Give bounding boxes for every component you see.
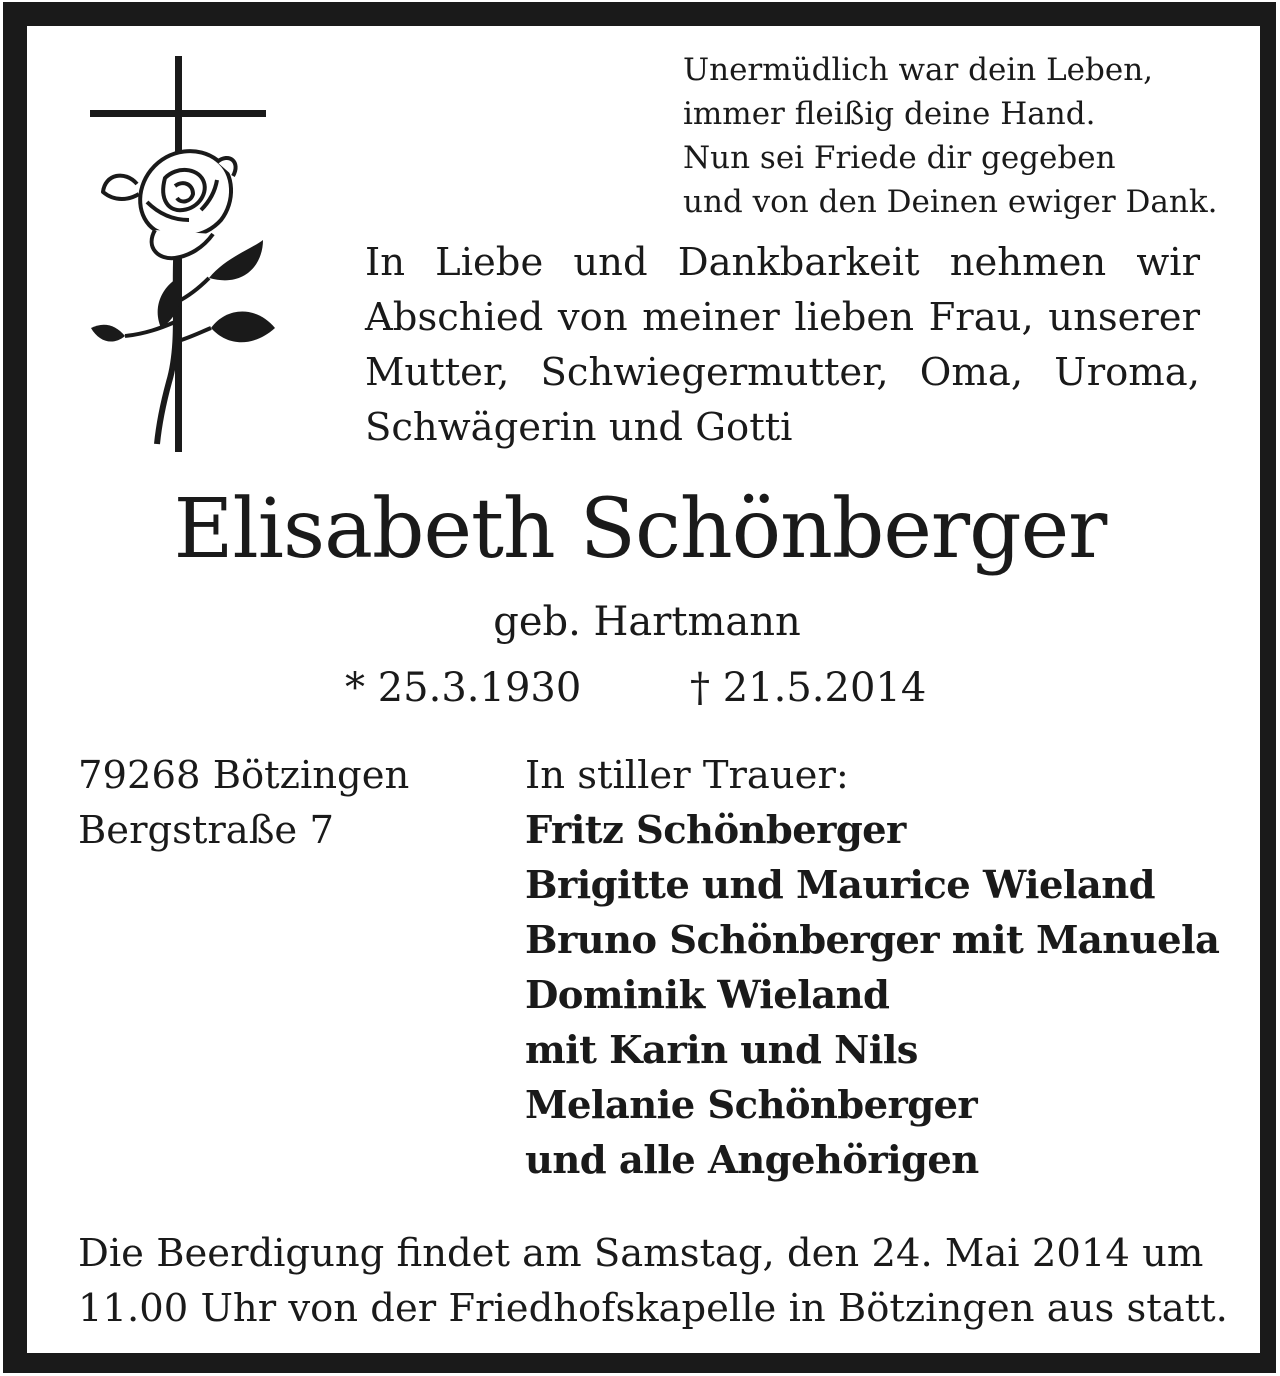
death-date: † 21.5.2014: [690, 665, 927, 711]
funeral-notice: [78, 1226, 1228, 1336]
mourner-name: Dominik Wieland: [525, 973, 890, 1018]
intro-line: In Liebe und Dankbarkeit nehmen wir: [365, 240, 1200, 285]
mourner-name: und alle Angehörigen: [525, 1138, 979, 1183]
intro-line: Schwägerin und Gotti: [365, 405, 793, 450]
mourner-name: mit Karin und Nils: [525, 1028, 918, 1073]
funeral-line: 11.00 Uhr von der Friedhofskapelle in Bötzingen aus statt.: [78, 1286, 1228, 1331]
verse-line: Unermüdlich war dein Leben,: [683, 52, 1154, 88]
cross-with-rose-icon: [85, 52, 285, 454]
verse-line: und von den Deinen ewiger Dank.: [683, 184, 1218, 220]
mourners-heading: In stiller Trauer:: [525, 753, 849, 798]
verse-line: Nun sei Friede dir gegeben: [683, 140, 1116, 176]
farewell-intro: [365, 235, 1200, 455]
maiden-name: geb. Hartmann: [493, 599, 801, 645]
family-address: [78, 748, 409, 858]
birth-date: * 25.3.1930: [345, 665, 582, 711]
rose-leaf-right: [211, 312, 275, 343]
mourner-name: Fritz Schönberger: [525, 808, 906, 853]
verse-line: immer fleißig deine Hand.: [683, 96, 1096, 132]
rose-leaf-small-left: [91, 325, 125, 342]
deceased-name: Elisabeth Schönberger: [173, 482, 1107, 577]
mourner-name: Bruno Schönberger mit Manuela: [525, 918, 1220, 963]
rose-stem: [157, 240, 177, 444]
intro-line: Mutter, Schwiegermutter, Oma, Uroma,: [365, 350, 1200, 395]
rose-bloom: [103, 151, 236, 258]
verse: [683, 48, 1217, 224]
mourner-name: Brigitte und Maurice Wieland: [525, 863, 1155, 908]
rose-twig-left: [125, 322, 175, 336]
mourners-list: [525, 748, 1219, 1188]
address-city: 79268 Bötzingen: [78, 753, 410, 798]
intro-line: Abschied von meiner lieben Frau, unserer: [365, 295, 1200, 340]
mourner-name: Melanie Schönberger: [525, 1083, 978, 1128]
rose-leaf-upper: [209, 240, 263, 280]
funeral-line: Die Beerdigung findet am Samstag, den 24. Mai 2014 um: [78, 1231, 1204, 1276]
address-street: Bergstraße 7: [78, 808, 334, 853]
cross-beam-horizontal: [90, 110, 266, 117]
